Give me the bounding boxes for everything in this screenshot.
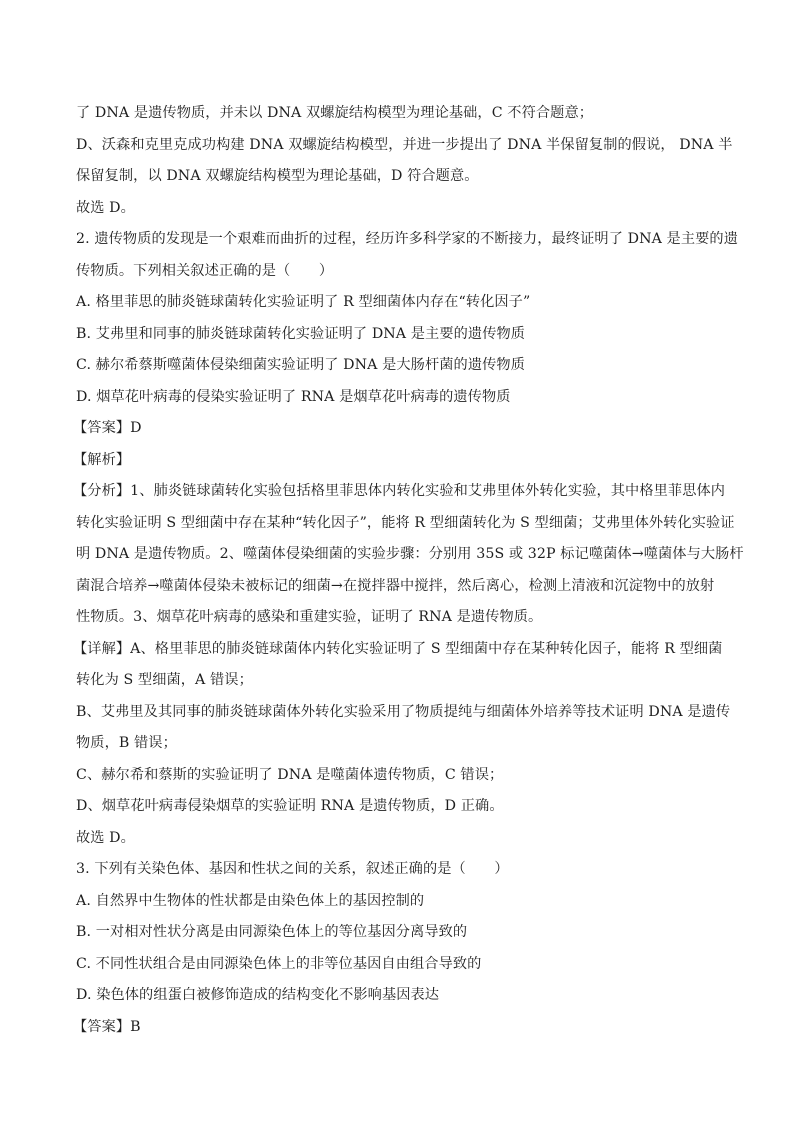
analysis-heading: 【解析】 bbox=[73, 451, 131, 468]
question-3-option-c: C. 不同性状组合是由同源染色体上的非等位基因自由组合导致的 bbox=[76, 955, 482, 972]
question-3-option-a: A. 自然界中生物体的性状都是由染色体上的基因控制的 bbox=[76, 892, 425, 909]
question-2-stem: 传物质。下列相关叙述正确的是（ ） bbox=[76, 262, 334, 279]
text-line: 了 DNA 是遗传物质，并未以 DNA 双螺旋结构模型为理论基础，C 不符合题意； bbox=[76, 105, 594, 121]
detail-text: D、烟草花叶病毒侵染烟草的实验证明 RNA 是遗传物质，D 正确。 bbox=[76, 798, 504, 814]
answer-label: 【答案】B bbox=[73, 1018, 141, 1035]
detail-text: 【详解】A、格里菲思的肺炎链球菌体内转化实验证明了 S 型细菌中存在某种转化因子，能将 R 型细菌 bbox=[73, 640, 723, 657]
detail-text: C、赫尔希和蔡斯的实验证明了 DNA 是噬菌体遗传物质，C 错误； bbox=[76, 766, 504, 783]
analysis-text: 菌混合培养→噬菌体侵染未被标记的细菌→在搅拌器中搅拌，然后离心，检测上清液和沉淀物中的放射 bbox=[76, 577, 715, 594]
analysis-text: 【分析】1、肺炎链球菌转化实验包括格里菲思体内转化实验和艾弗里体外转化实验，其中格里菲思体内 bbox=[73, 483, 726, 499]
detail-text: B、艾弗里及其同事的肺炎链球菌体外转化实验采用了物质提纯与细菌体外培养等技术证明 DNA 是遗传 bbox=[76, 703, 731, 720]
detail-text: 转化为 S 型细菌，A 错误； bbox=[76, 672, 253, 688]
question-2-option-b: B. 艾弗里和同事的肺炎链球菌转化实验证明了 DNA 是主要的遗传物质 bbox=[76, 325, 526, 342]
answer-label: 【答案】D bbox=[73, 420, 142, 436]
document-body bbox=[73, 98, 744, 1043]
text-line: 故选 D。 bbox=[76, 199, 135, 216]
question-3-option-d: D. 染色体的组蛋白被修饰造成的结构变化不影响基因表达 bbox=[76, 987, 440, 1003]
text-line: 保留复制，以 DNA 双螺旋结构模型为理论基础，D 符合题意。 bbox=[76, 168, 479, 184]
question-2-stem: 2. 遗传物质的发现是一个艰难而曲折的过程，经历许多科学家的不断接力，最终证明了 DNA 是主要的遗 bbox=[76, 231, 738, 247]
question-2-option-a: A. 格里菲思的肺炎链球菌转化实验证明了 R 型细菌体内存在“转化因子” bbox=[76, 294, 531, 310]
text-line: D、沃森和克里克成功构建 DNA 双螺旋结构模型，并进一步提出了 DNA 半保留复制的假说， DNA 半 bbox=[76, 136, 733, 153]
detail-text: 物质，B 错误； bbox=[76, 735, 177, 751]
question-2-option-d: D. 烟草花叶病毒的侵染实验证明了 RNA 是烟草花叶病毒的遗传物质 bbox=[76, 388, 511, 405]
question-3-stem: 3. 下列有关染色体、基因和性状之间的关系，叙述正确的是（ ） bbox=[76, 861, 509, 877]
analysis-text: 明 DNA 是遗传物质。2、噬菌体侵染细菌的实验步骤：分别用 35S 或 32P 标记噬菌体→噬菌体与大肠杆 bbox=[76, 546, 744, 562]
question-2-option-c: C. 赫尔希蔡斯噬菌体侵染细菌实验证明了 DNA 是大肠杆菌的遗传物质 bbox=[76, 357, 525, 373]
text-line: 故选 D。 bbox=[76, 829, 135, 846]
analysis-text: 转化实验证明 S 型细菌中存在某种“转化因子”，能将 R 型细菌转化为 S 型细菌；艾弗里体外转化实验证 bbox=[76, 514, 735, 531]
question-3-option-b: B. 一对相对性状分离是由同源染色体上的等位基因分离导致的 bbox=[76, 924, 468, 940]
analysis-text: 性物质。3、烟草花叶病毒的感染和重建实验，证明了 RNA 是遗传物质。 bbox=[76, 609, 543, 625]
